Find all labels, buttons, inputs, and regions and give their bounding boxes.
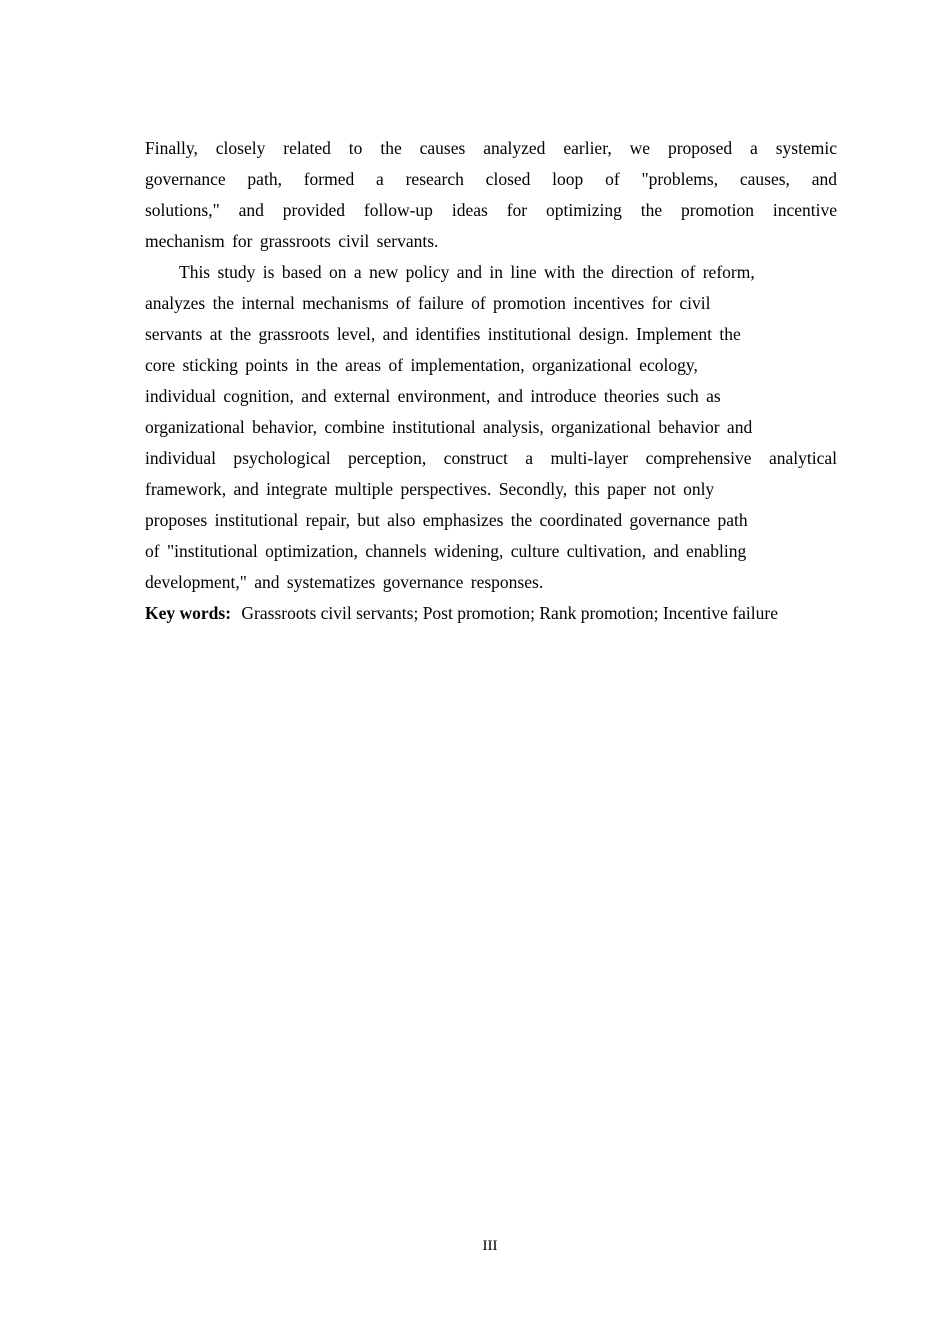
keywords-line — [145, 598, 837, 629]
paragraph-1-line-4: mechanism for grassroots civil servants. — [145, 231, 439, 251]
page-number: III — [482, 1238, 498, 1254]
paragraph-2-line-1: This study is based on a new policy and in line with the direction of reform, — [179, 262, 755, 282]
paragraph-2-line-11: development," and systematizes governance responses. — [145, 572, 544, 592]
keywords-text: Grassroots civil servants; Post promotion; Rank promotion; Incentive failure — [241, 603, 778, 623]
paragraph-2-line-7: individual psychological perception, construct a multi-layer comprehensive analytical — [145, 448, 837, 468]
abstract-body — [145, 133, 837, 629]
paragraph-2-line-5: individual cognition, and external environment, and introduce theories such as — [145, 386, 721, 406]
paragraph-2-line-4: core sticking points in the areas of implementation, organizational ecology, — [145, 355, 698, 375]
paragraph-1-line-3: solutions," and provided follow-up ideas for optimizing the promotion incentive — [145, 200, 837, 220]
paragraph-2-line-3: servants at the grassroots level, and identifies institutional design. Implement the — [145, 324, 741, 344]
paragraph-2-line-9: proposes institutional repair, but also emphasizes the coordinated governance path — [145, 510, 748, 530]
paragraph-1-line-1: Finally, closely related to the causes analyzed earlier, we proposed a systemic — [145, 138, 837, 158]
keywords-label: Key words: — [145, 603, 232, 623]
paragraph-2-line-10: of "institutional optimization, channels widening, culture cultivation, and enabling — [145, 541, 747, 561]
paragraph-2-line-8: framework, and integrate multiple perspectives. Secondly, this paper not only — [145, 479, 715, 499]
paragraph-2-line-2: analyzes the internal mechanisms of failure of promotion incentives for civil — [145, 293, 711, 313]
paragraph-1-line-2: governance path, formed a research closed loop of "problems, causes, and — [145, 169, 837, 189]
paragraph-2-line-6: organizational behavior, combine institutional analysis, organizational behavior and — [145, 417, 753, 437]
